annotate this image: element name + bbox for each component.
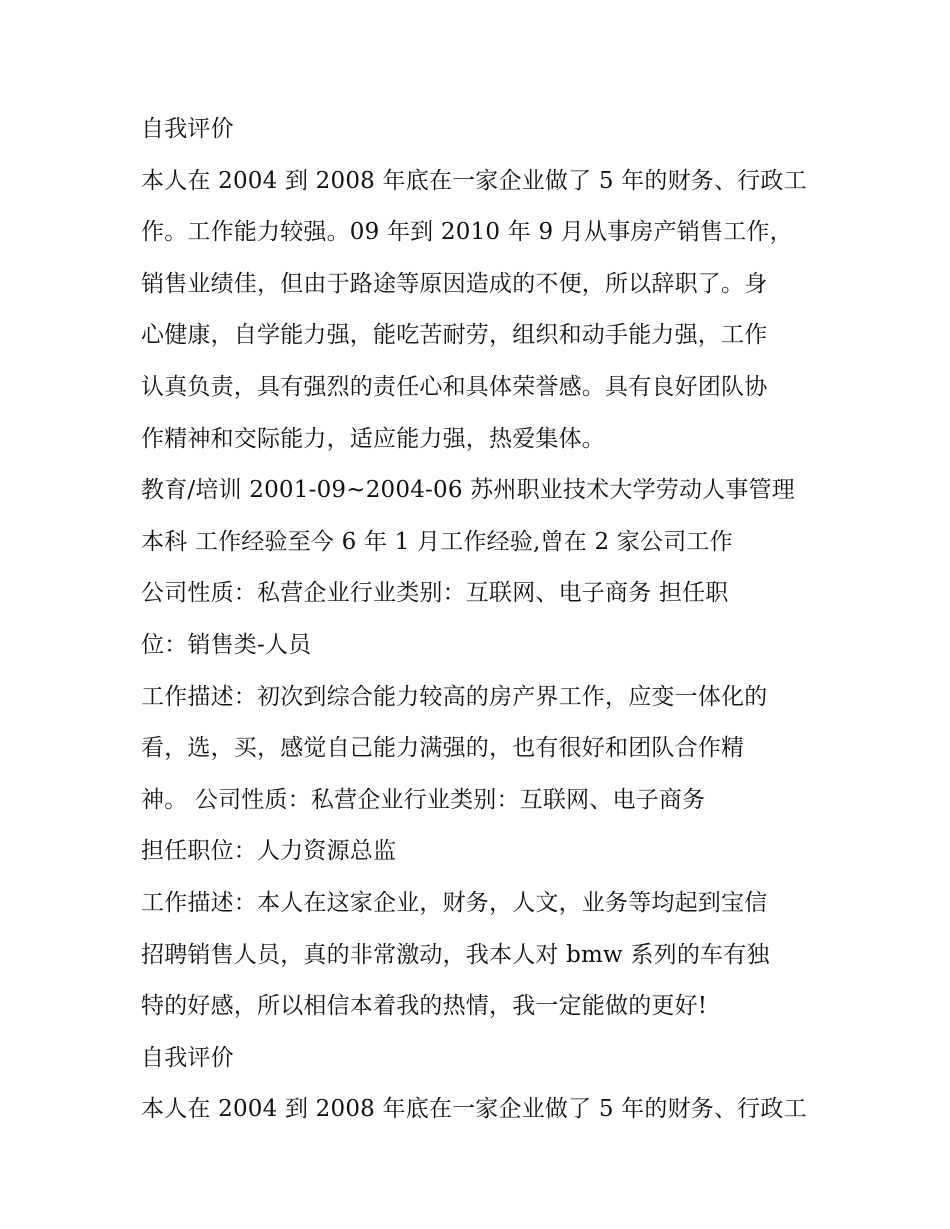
text-line: 特的好感，所以相信本着我的热情，我一定能做的更好! — [141, 993, 708, 1020]
text-line: 看，选，买，感觉自己能力满强的，也有很好和团队合作精 — [141, 735, 745, 762]
text-line: 销售业绩佳，但由于路途等原因造成的不便，所以辞职了。身 — [141, 270, 768, 297]
text-line: 公司性质：私营企业行业类别：互联网、电子商务 担任职 — [141, 580, 729, 607]
document-body — [141, 104, 821, 1136]
text-line: 工作描述：初次到综合能力较高的房产界工作，应变一体化的 — [141, 683, 768, 710]
text-line: 招聘销售人员，真的非常激动，我本人对 bmw 系列的车有独 — [141, 941, 770, 968]
text-line: 本人在 2004 到 2008 年底在一家企业做了 5 年的财务、行政工 — [141, 167, 807, 194]
text-line: 教育/培训 2001-09~2004-06 苏州职业技术大学劳动人事管理 — [141, 477, 795, 504]
text-line: 担任职位：人力资源总监 — [141, 838, 397, 865]
text-line: 本人在 2004 到 2008 年底在一家企业做了 5 年的财务、行政工 — [141, 1096, 807, 1123]
heading-self-evaluation: 自我评价 — [141, 1044, 234, 1071]
text-line: 位：销售类-人员 — [141, 631, 312, 658]
text-line: 工作描述：本人在这家企业，财务，人文，业务等均起到宝信 — [141, 889, 768, 916]
text-line: 作精神和交际能力，适应能力强，热爱集体。 — [141, 425, 605, 452]
heading-self-evaluation: 自我评价 — [141, 116, 234, 142]
text-line: 作。工作能力较强。09 年到 2010 年 9 月从事房产销售工作， — [141, 219, 793, 246]
text-line: 神。 公司性质：私营企业行业类别：互联网、电子商务 — [141, 786, 706, 813]
text-line: 认真负责，具有强烈的责任心和具体荣誉感。具有良好团队协 — [141, 373, 768, 400]
text-line: 本科 工作经验至今 6 年 1 月工作经验,曾在 2 家公司工作 — [141, 528, 733, 555]
text-line: 心健康，自学能力强，能吃苦耐劳，组织和动手能力强，工作 — [141, 322, 768, 349]
